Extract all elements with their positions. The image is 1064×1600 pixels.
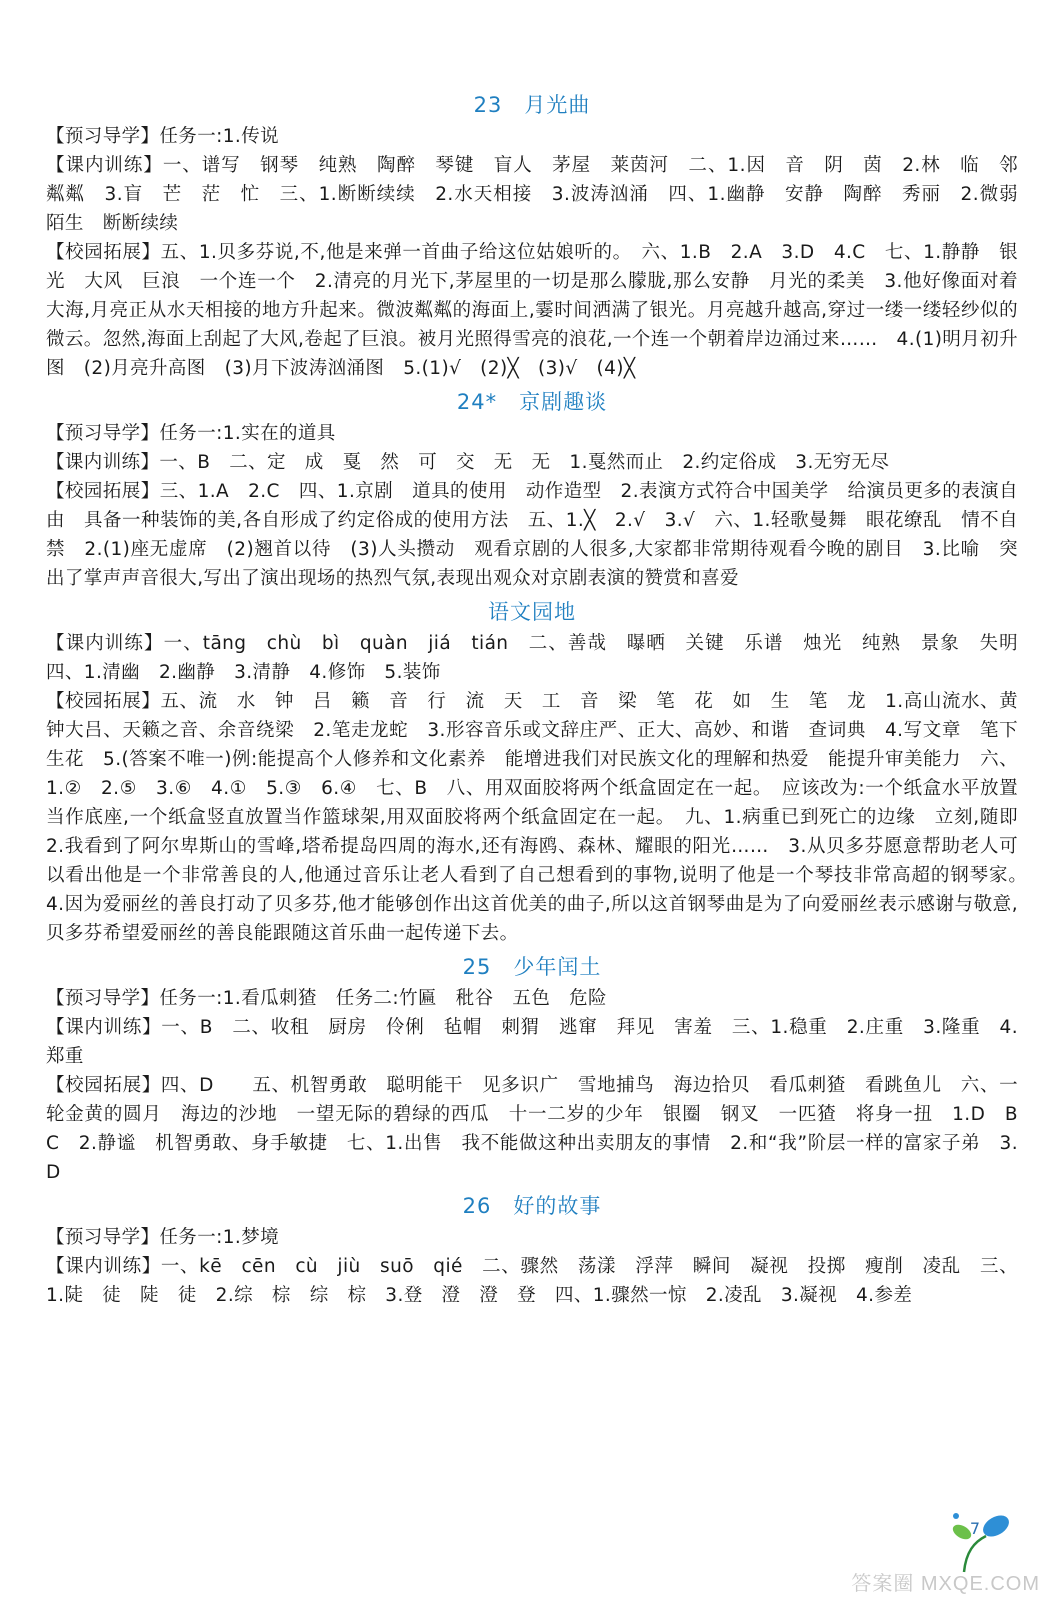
answer-paragraph (46, 122, 1018, 151)
category-tag: 【课内训练】 (46, 633, 164, 654)
category-tag: 【预习导学】 (46, 1227, 160, 1248)
section-name: 少年闰土 (513, 955, 602, 979)
answer-text: 四、D 五、机智勇敢 聪明能干 见多识广 雪地捕鸟 海边拾贝 看瓜刺猹 看跳鱼儿 六、一轮金黄的圆月 海边的沙地 一望无际的碧绿的西瓜 十一二岁的少年 银圈 钢叉 一匹猹 将身一扭 1.D B C 2.静谧 机智勇敢、身手敏捷 七、1.出售 我不能做这种出卖朋友的事情 2.和“我”阶层一样的富家子弟 3.D (46, 1075, 1037, 1183)
answer-paragraph (46, 1071, 1037, 1187)
section-title (46, 597, 1018, 627)
section-name: 语文园地 (488, 600, 576, 624)
answer-text: 五、流 水 钟 吕 籁 音 行 流 天 工 音 梁 笔 花 如 生 笔 龙 1.高山流水、黄钟大吕、天籁之音、余音绕梁 2.笔走龙蛇 3.形容音乐或文辞庄严、正大、高妙、和谐 查词典 4.写文章 笔下生花 5.(答案不唯一)例:能提高个人修养和文化素养 能增进我们对民族文化的理解和热爱 能提升审美能力 六、1.② 2.⑤ 3.⑥ 4.① 5.③ 6.④ 七、B 八、用双面胶将两个纸盒固定在一起。 应该改为:一个纸盒水平放置当作底座,一个纸盒竖直放置当作篮球架,用双面胶将两个纸盒固定在一起。 九、1.病重已到死亡的边缘 立刻,随即 2.我看到了阿尔卑斯山的雪峰,塔希提岛四周的海水,还有海鸥、森林、耀眼的阳光…… 3.从贝多芬愿意帮助老人可以看出他是一个非常善良的人,他通过音乐让老人看到了自己想看到的事物,说明了他是一个琴技非常高超的钢琴家。 4.因为爱丽丝的善良打动了贝多芬,他才能够创作出这首优美的曲子,所以这首钢琴曲是为了向爱丽丝表示感谢与敬意,贝多芬希望爱丽丝的善良能跟随这首乐曲一起传递下去。 (46, 691, 1037, 944)
answer-paragraph (46, 448, 1018, 477)
section-number: 23 (473, 93, 503, 117)
section-number: 25 (462, 955, 492, 979)
section-25 (46, 952, 1037, 1187)
section-yuwen-yuandi (46, 597, 1037, 948)
answer-paragraph (46, 984, 1018, 1013)
answer-text: 三、1.A 2.C 四、1.京剧 道具的使用 动作造型 2.表演方式符合中国美学 给演员更多的表演自由 具备一种装饰的美,各自形成了约定俗成的使用方法 五、1.╳ 2.√ 3.√ 六、1.轻歌曼舞 眼花缭乱 情不自禁 2.(1)座无虚席 (2)翘首以待 (3)人头攒动 观看京剧的人很多,大家都非常期待观看今晚的剧目 3.比喻 突出了掌声声音很大,写出了演出现场的热烈气氛,表现出观众对京剧表演的赞赏和喜爱 (46, 481, 1018, 589)
answer-text: 一、tāng chù bì quàn jiá tián 二、善哉 曝晒 关键 乐谱 烛光 纯熟 景象 失明 四、1.清幽 2.幽静 3.清静 4.修饰 5.装饰 (46, 633, 1037, 683)
answer-text: 五、1.贝多芬说,不,他是来弹一首曲子给这位姑娘听的。 六、1.B 2.A 3.D 4.C 七、1.静静 银光 大风 巨浪 一个连一个 2.清亮的月光下,茅屋里的一切是那么朦胧,那么安静 月光的柔美 3.他好像面对着大海,月亮正从水天相接的地方升起来。微波粼粼的海面上,霎时间洒满了银光。月亮越升越高,穿过一缕一缕轻纱似的微云。忽然,海面上刮起了大风,卷起了巨浪。被月光照得雪亮的浪花,一个连一个朝着岸边涌过来…… 4.(1)明月初升图 (2)月亮升高图 (3)月下波涛汹涌图 5.(1)√ (2)╳ (3)√ (4)╳ (46, 242, 1019, 379)
section-title (46, 387, 1018, 417)
category-tag: 【课内训练】 (46, 155, 163, 176)
answer-paragraph (46, 477, 1018, 593)
answer-paragraph (46, 1223, 1018, 1252)
section-name: 京剧趣谈 (519, 390, 608, 414)
category-tag: 【预习导学】 (46, 126, 160, 147)
answer-text: 一、kē cēn cù jiù suō qié 二、骤然 荡漾 浮萍 瞬间 凝视 投掷 瘦削 凌乱 三、1.陡 徒 陡 徒 2.综 棕 综 棕 3.登 澄 澄 登 四、1.骤然一惊 2.凌乱 3.凝视 4.参差 (46, 1256, 1019, 1306)
category-tag: 【课内训练】 (46, 1256, 161, 1277)
category-tag: 【校园拓展】 (46, 691, 161, 712)
answer-text: 任务一:1.传说 (159, 126, 279, 147)
answer-page (46, 86, 1037, 1310)
answer-paragraph (46, 1013, 1018, 1071)
category-tag: 【预习导学】 (46, 423, 160, 444)
section-name: 月光曲 (524, 93, 591, 117)
watermark: 答案圈 MXQE.COM (851, 1573, 1040, 1595)
answer-paragraph (46, 419, 1018, 448)
category-tag: 【课内训练】 (46, 1017, 162, 1038)
section-number: 24* (456, 390, 498, 414)
section-23 (46, 90, 1037, 383)
answer-paragraph (46, 151, 1037, 238)
section-24 (46, 387, 1018, 593)
answer-paragraph (46, 1252, 1018, 1310)
section-title (46, 952, 1018, 982)
category-tag: 【预习导学】 (46, 988, 160, 1009)
answer-paragraph (46, 687, 1037, 948)
answer-text: 一、谱写 钢琴 纯熟 陶醉 琴键 盲人 茅屋 莱茵河 二、1.因 音 阴 茵 2.林 临 邻 粼粼 3.盲 芒 茫 忙 三、1.断断续续 2.水天相接 3.波涛汹涌 四、1.幽静 安静 陶醉 秀丽 2.微弱 陌生 断断续续 (46, 155, 1037, 234)
answer-text: 任务一:1.梦境 (159, 1227, 279, 1248)
section-number: 26 (462, 1194, 492, 1218)
answer-text: 任务一:1.看瓜刺猹 任务二:竹匾 秕谷 五色 危险 (159, 988, 607, 1009)
category-tag: 【校园拓展】 (46, 481, 160, 502)
answer-text: 一、B 二、收租 厨房 伶俐 毡帽 刺猬 逃窜 拜见 害羞 三、1.稳重 2.庄重 3.隆重 4.郑重 (46, 1017, 1019, 1067)
page-number: 7 (969, 1519, 980, 1538)
section-name: 好的故事 (513, 1194, 602, 1218)
answer-paragraph (46, 238, 1018, 383)
section-title (46, 1191, 1018, 1221)
answer-text: 任务一:1.实在的道具 (159, 423, 336, 444)
category-tag: 【课内训练】 (46, 452, 160, 473)
section-26 (46, 1191, 1018, 1310)
section-title (46, 90, 1018, 120)
answer-paragraph (46, 629, 1037, 687)
category-tag: 【校园拓展】 (46, 1075, 161, 1096)
category-tag: 【校园拓展】 (46, 242, 161, 263)
answer-text: 一、B 二、定 成 戛 然 可 交 无 无 1.戛然而止 2.约定俗成 3.无穷无尽 (159, 452, 890, 473)
